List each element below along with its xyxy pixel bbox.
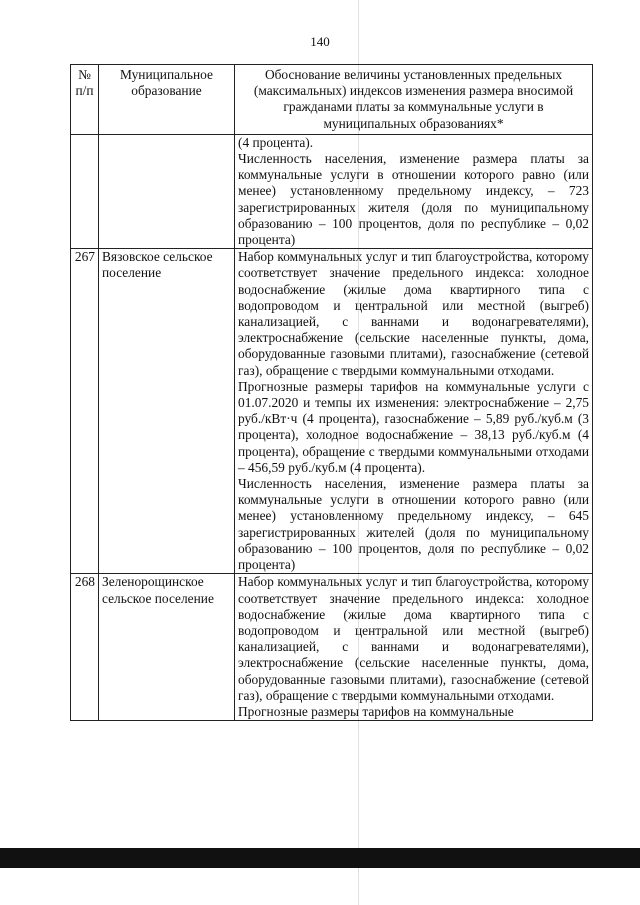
table-row [71,134,593,248]
justification-cell [235,574,593,721]
justification-paragraph: (4 процента). [238,134,314,150]
tariff-justification-table [70,64,593,721]
justification-paragraph: Численность населения, изменение размера платы за коммунальные услуги в отношении которого равно (или менее) установленному предельному индексу, – 645 зарегистрированных жителей (доля по муниципальному образованию – 100 процентов, доля по республике – 0,02 процента) [238,476,589,573]
row-number: 267 [71,249,99,574]
justification-cell [235,249,593,574]
justification-cell [235,134,593,248]
justification-paragraph: Численность населения, изменение размера платы за коммунальные услуги в отношении которого равно (или менее) установленному предельному индексу, – 723 зарегистрированных жителя (доля по муниципальному образованию – 100 процентов, доля по республике – 0,02 процента) [238,151,589,248]
header-num: № п/п [71,65,99,135]
scan-bottom-bar [0,848,640,868]
municipality-name: Зеленорощинское сельское поселение [99,574,235,721]
justification-paragraph: Прогнозные размеры тарифов на коммунальные услуги с 01.07.2020 и темпы их изменения: электроснабжение – 2,75 руб./кВт·ч (4 процента), газоснабжение – 5,89 руб./куб.м (3 процента), холодное водоснабжение – 38,13 руб./куб.м (4 процента), обращение с твердыми коммунальными отходами – 456,59 руб./куб.м (4 процента). [238,378,589,475]
row-number: 268 [71,574,99,721]
justification-paragraph: Набор коммунальных услуг и тип благоустройства, которому соответствует значение предельного индекса: холодное водоснабжение (жилые дома квартирного типа с водопроводом и центральной или местной (выгреб) канализацией, с ваннами и водонагревателями), электроснабжение (сельские населенные пункты, дома, оборудованные газовыми плитами), газоснабжение (сетевой газ), обращение с твердыми коммунальными отходами. [238,249,589,378]
row-number [71,134,99,248]
municipality-name: Вязовское сельское поселение [99,249,235,574]
justification-paragraph: Набор коммунальных услуг и тип благоустройства, которому соответствует значение предельного индекса: холодное водоснабжение (жилые дома квартирного типа с водопроводом и центральной или местной (выгреб) канализацией, с ваннами и водонагревателями), электроснабжение (сельские населенные пункты, дома, оборудованные газовыми плитами), газоснабжение (сетевой газ), обращение с твердыми коммунальными отходами. [238,574,589,703]
header-justification: Обоснование величины установленных предельных (максимальных) индексов изменения размера вносимой гражданами платы за коммунальные услуги в муниципальных образованиях* [235,65,593,135]
header-municipality: Муниципальное образование [99,65,235,135]
table-row [71,249,593,574]
table-header-row [71,65,593,135]
table-body [71,134,593,720]
page-number: 140 [310,34,330,49]
municipality-name [99,134,235,248]
table-row [71,574,593,721]
justification-paragraph: Прогнозные размеры тарифов на коммунальные [238,703,514,719]
